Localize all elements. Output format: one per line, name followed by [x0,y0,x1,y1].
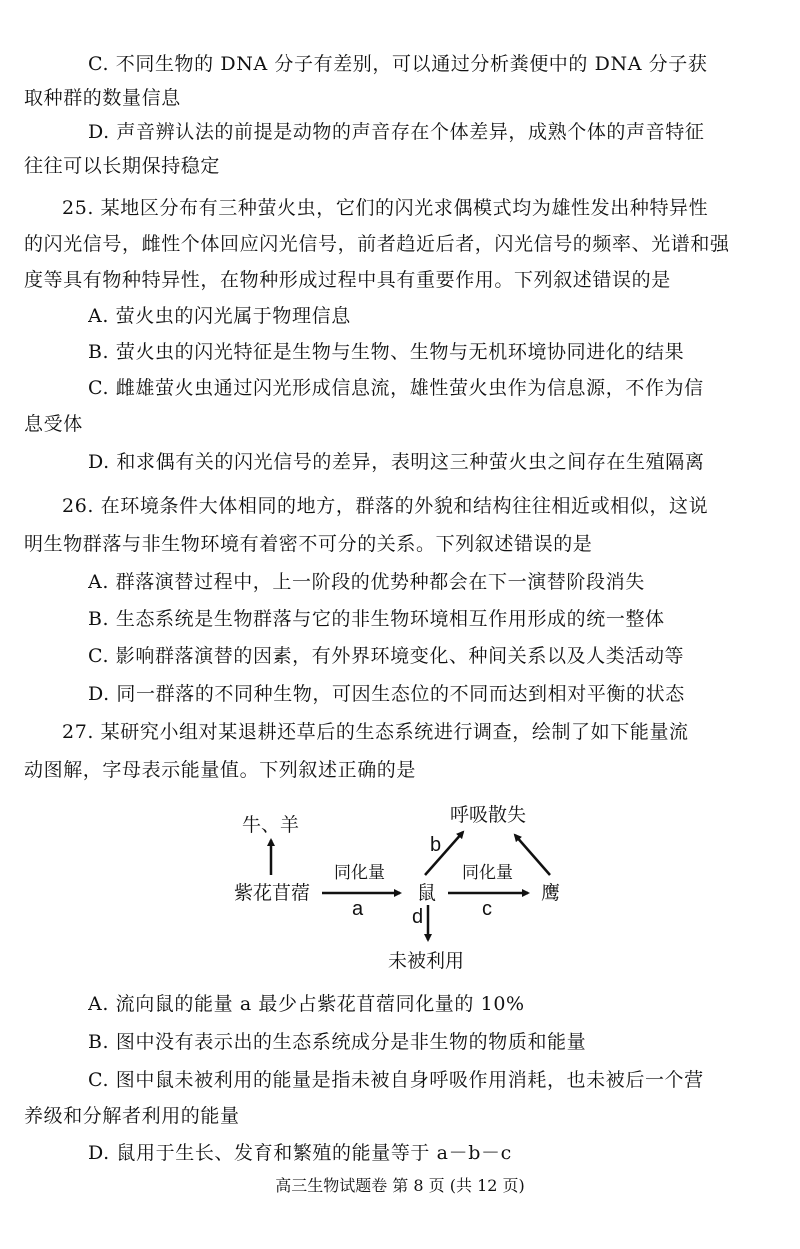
letter-d: d [412,906,424,928]
q26-stem-line2: 明生物群落与非生物环境有着密不可分的关系。下列叙述错误的是 [24,533,593,555]
q27-option-a: A. 流向鼠的能量 a 最少占紫花苜蓿同化量的 10% [88,993,525,1015]
q27-option-d: D. 鼠用于生长、发育和繁殖的能量等于 a－b－c [88,1142,512,1164]
node-alfalfa: 紫花苜蓿 [234,882,311,904]
q27-stem-line2: 动图解，字母表示能量值。下列叙述正确的是 [24,759,417,781]
q24-option-d-line1: D. 声音辨认法的前提是动物的声音存在个体差异，成熟个体的声音特征 [88,121,705,143]
letter-b: b [430,834,442,856]
q25-stem-line2: 的闪光信号，雌性个体回应闪光信号，前者趋近后者，闪光信号的频率、光谱和强 [24,233,730,255]
q26-option-b: B. 生态系统是生物群落与它的非生物环境相互作用形成的统一整体 [88,608,665,630]
q24-option-c-line2: 取种群的数量信息 [24,87,181,109]
q26-option-d: D. 同一群落的不同种生物，可因生态位的不同而达到相对平衡的状态 [88,683,685,705]
energy-flow-diagram [200,790,600,980]
letter-a: a [352,898,364,920]
label-assimilation-1: 同化量 [334,863,385,883]
node-mouse: 鼠 [417,882,437,904]
q26-stem-line1: 26. 在环境条件大体相同的地方，群落的外貌和结构往往相近或相似，这说 [62,495,709,517]
q24-option-d-line2: 往往可以长期保持稳定 [24,155,221,177]
q25-option-d: D. 和求偶有关的闪光信号的差异，表明这三种萤火虫之间存在生殖隔离 [88,451,705,473]
q25-option-b: B. 萤火虫的闪光特征是生物与生物、生物与无机环境协同进化的结果 [88,341,685,363]
q25-option-c-line2: 息受体 [24,413,83,435]
node-unused: 未被利用 [388,950,465,972]
q27-option-c-line2: 养级和分解者利用的能量 [24,1105,240,1127]
q26-option-c: C. 影响群落演替的因素，有外界环境变化、种间关系以及人类活动等 [88,645,685,667]
q25-stem-line1: 25. 某地区分布有三种萤火虫，它们的闪光求偶模式均为雄性发出种特异性 [62,197,709,219]
q25-option-a: A. 萤火虫的闪光属于物理信息 [88,305,351,327]
arrow-hawk-to-respiration [515,835,550,875]
q27-option-c-line1: C. 图中鼠未被利用的能量是指未被自身呼吸作用消耗，也未被后一个营 [88,1069,704,1091]
node-respiration-loss: 呼吸散失 [450,804,527,826]
q27-stem-line1: 27. 某研究小组对某退耕还草后的生态系统进行调查，绘制了如下能量流 [62,721,689,743]
node-cattle-sheep: 牛、羊 [242,814,300,836]
node-hawk: 鹰 [541,882,561,904]
letter-c: c [482,898,492,920]
q25-option-c-line1: C. 雌雄萤火虫通过闪光形成信息流，雄性萤火虫作为信息源，不作为信 [88,377,704,399]
q27-option-b: B. 图中没有表示出的生态系统成分是非生物的物质和能量 [88,1031,587,1053]
q26-option-a: A. 群落演替过程中，上一阶段的优势种都会在下一演替阶段消失 [88,571,645,593]
label-assimilation-2: 同化量 [462,863,513,883]
q24-option-c-line1: C. 不同生物的 DNA 分子有差别，可以通过分析粪便中的 DNA 分子获 [88,53,708,75]
page-footer: 高三生物试题卷 第 8 页 (共 12 页) [275,1176,525,1195]
q25-stem-line3: 度等具有物种特异性，在物种形成过程中具有重要作用。下列叙述错误的是 [24,269,671,291]
